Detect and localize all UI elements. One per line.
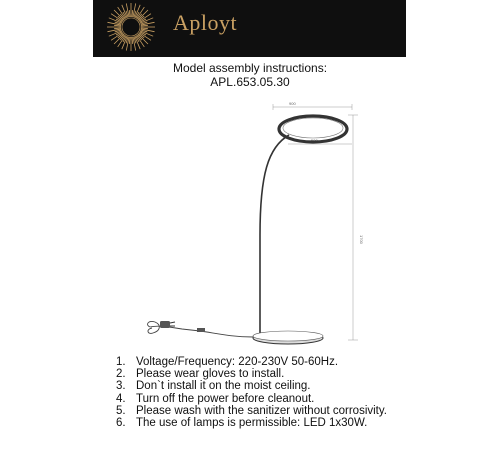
lamp-ring bbox=[279, 116, 347, 142]
dimension-ring-label: 500 bbox=[311, 138, 318, 143]
instruction-item: 2. Please wear gloves to install. bbox=[116, 368, 285, 381]
instruction-item: 4. Turn off the power before cleanout. bbox=[116, 392, 315, 405]
header-banner bbox=[93, 0, 406, 57]
cable-switch bbox=[197, 328, 205, 332]
instruction-item: 1. Voltage/Frequency: 220-230V 50-60Hz. bbox=[116, 356, 339, 368]
dimension-top-width bbox=[273, 101, 352, 110]
lamp-stem bbox=[260, 135, 289, 333]
instructions-list bbox=[116, 356, 387, 429]
document-title: Model assembly instructions: bbox=[172, 61, 328, 75]
brand-name: Aployt bbox=[173, 10, 238, 35]
power-plug-icon bbox=[160, 321, 175, 328]
lamp-base bbox=[253, 331, 323, 344]
instruction-item: 3. Don`t install it on the moist ceiling. bbox=[116, 380, 311, 393]
lamp-technical-drawing bbox=[0, 95, 500, 350]
dimension-height-label: 1700 bbox=[359, 235, 364, 244]
dimension-height bbox=[348, 115, 364, 340]
instruction-item: 5. Please wash with the sanitizer without corrosivity. bbox=[116, 404, 387, 417]
model-number: APL.653.05.30 bbox=[210, 75, 290, 89]
dimension-top-label: 900 bbox=[289, 101, 296, 106]
instruction-item: 6. The use of lamps is permissible: LED 1x30W. bbox=[116, 416, 368, 429]
sunburst-icon bbox=[93, 0, 173, 57]
